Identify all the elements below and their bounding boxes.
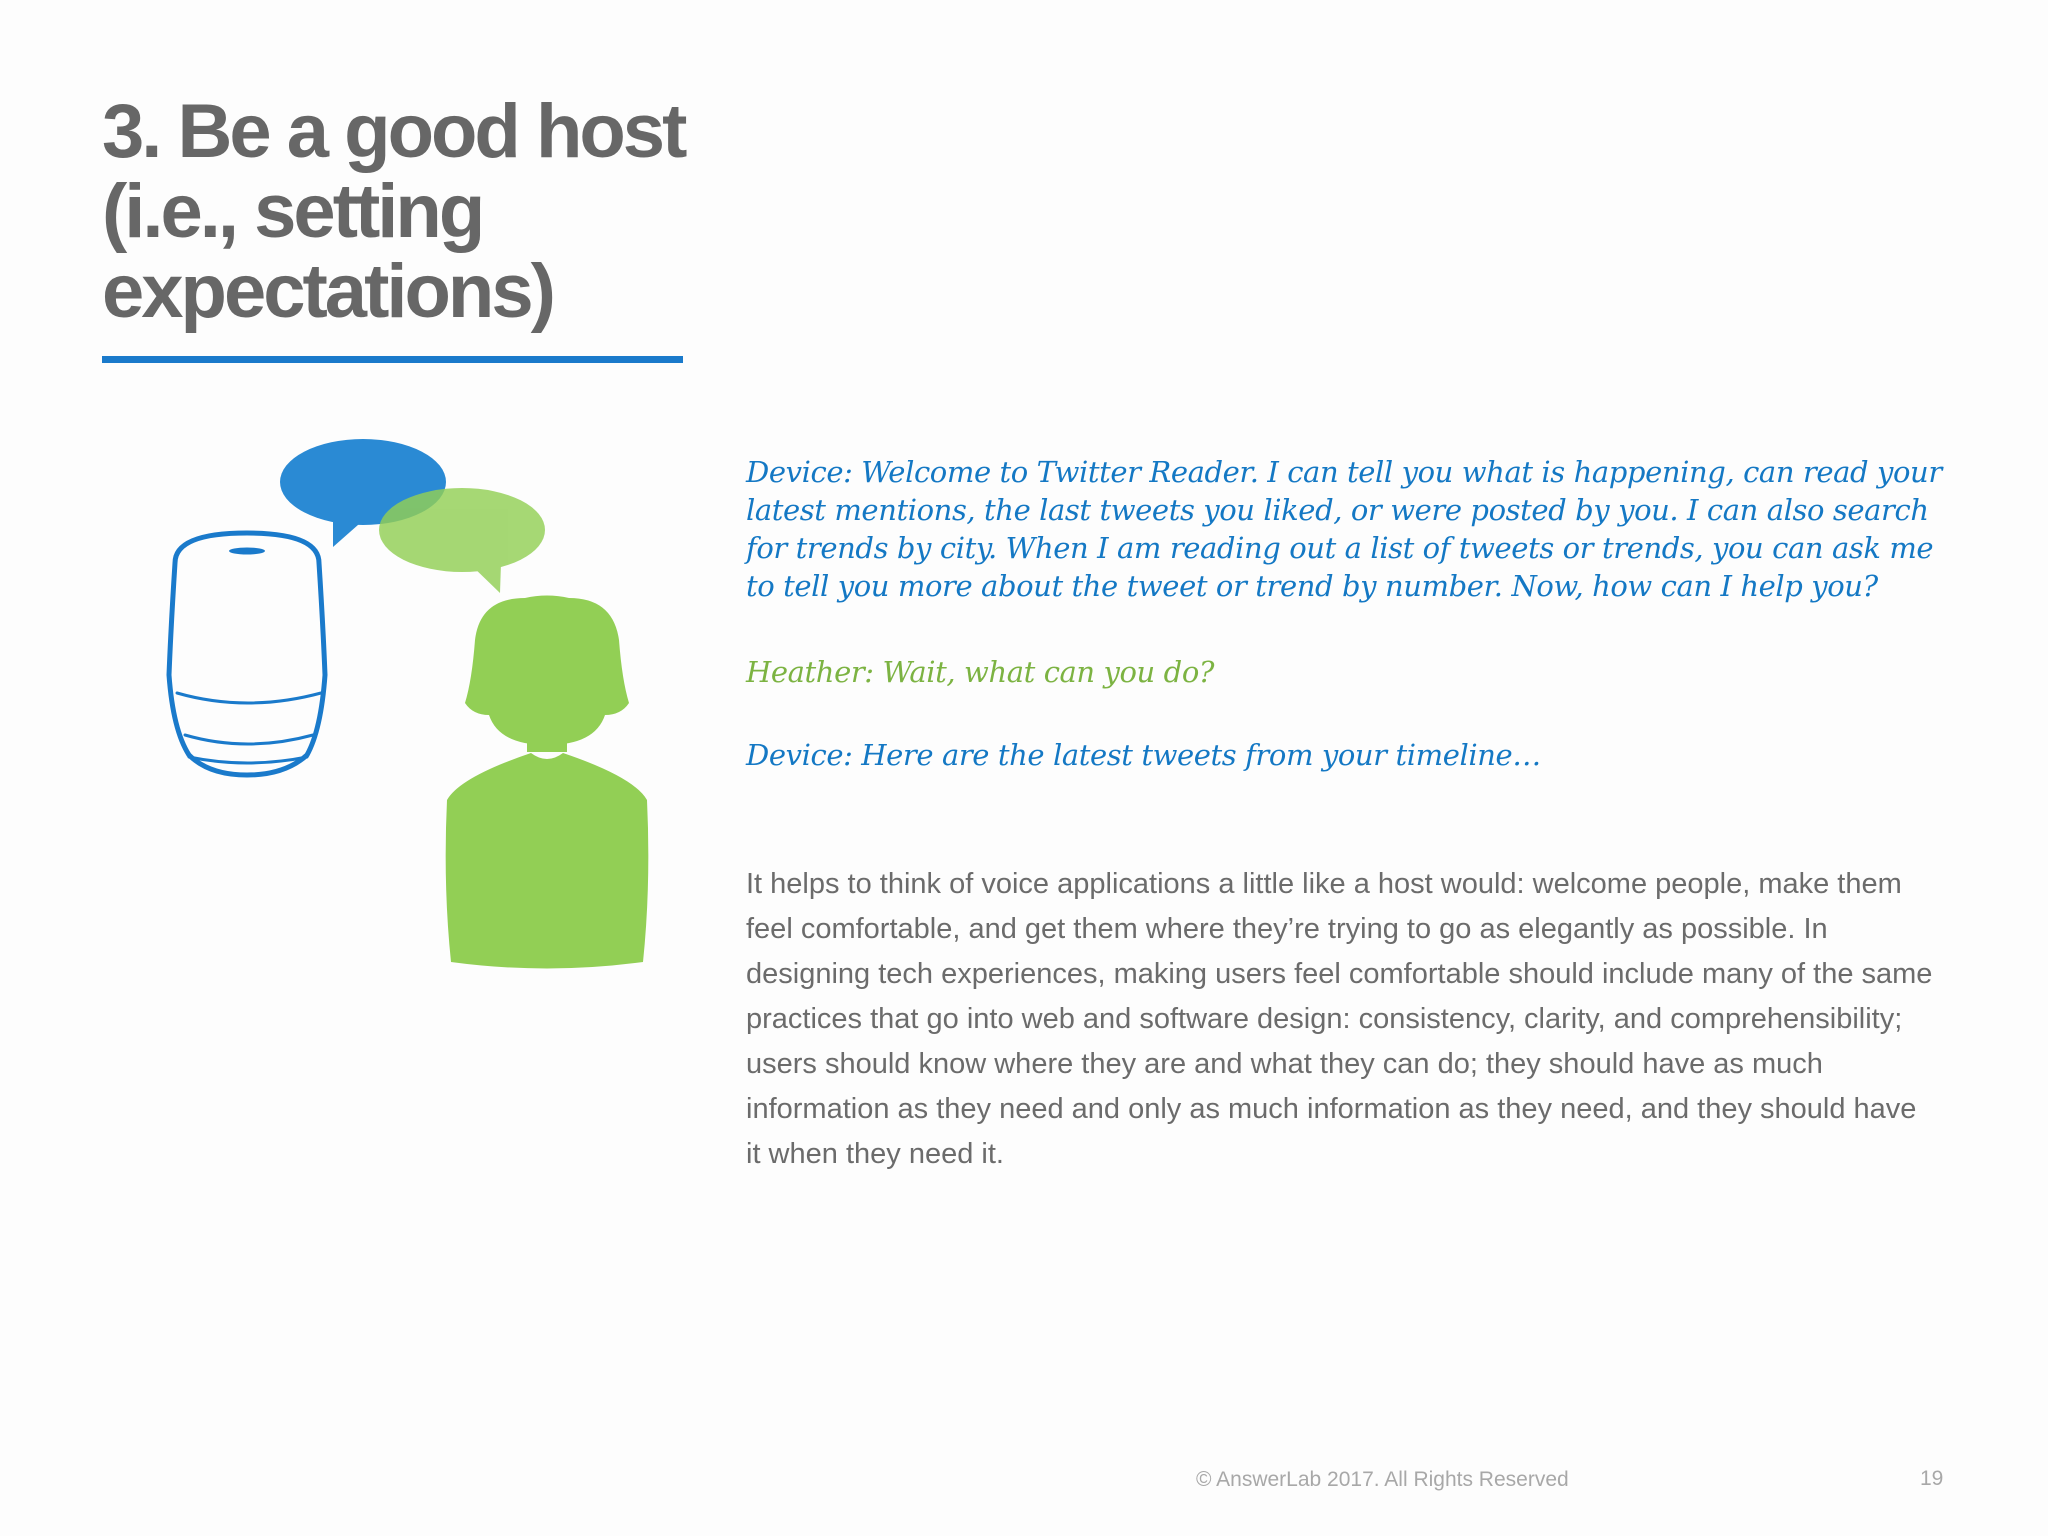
heather-line: Heather: Wait, what can you do?	[746, 655, 1215, 689]
person-icon	[446, 596, 649, 969]
page-number: 19	[1920, 1467, 1944, 1490]
title-line: expectations)	[102, 249, 553, 334]
footer-copyright: © AnswerLab 2017. All Rights Reserved	[1196, 1468, 1569, 1491]
smart-speaker-icon	[169, 533, 325, 775]
title-line: 3. Be a good host	[102, 89, 685, 174]
green-speech-bubble-icon	[379, 488, 545, 593]
title-underline	[102, 356, 683, 363]
title-line: (i.e., setting	[102, 169, 483, 254]
conversation-illustration	[155, 425, 675, 985]
slide-title	[102, 89, 742, 334]
device-intro-line: Device: Welcome to Twitter Reader. I can tell you what is happening, can read your latest mentions, the last tweets you liked, or were posted by you. I can also search for trends by city. When I am reading out a list of tweets or trends, you can ask me to tell you more about the tweet or trend by number. Now, how can I help you?	[746, 455, 1942, 603]
device-reply-line: Device: Here are the latest tweets from your timeline…	[746, 738, 1541, 772]
body-paragraph: It helps to think of voice applications a little like a host would: welcome people, make them feel comfortable, and get them where they’re trying to go as elegantly as possible. In designing tech experiences, making users feel comfortable should include many of the same practices that go into web and software design: consistency, clarity, and comprehensibility; users should know where they are and what they can do; they should have as much information as they need and only as much information as they need, and they should have it when they need it.	[746, 868, 1933, 1170]
